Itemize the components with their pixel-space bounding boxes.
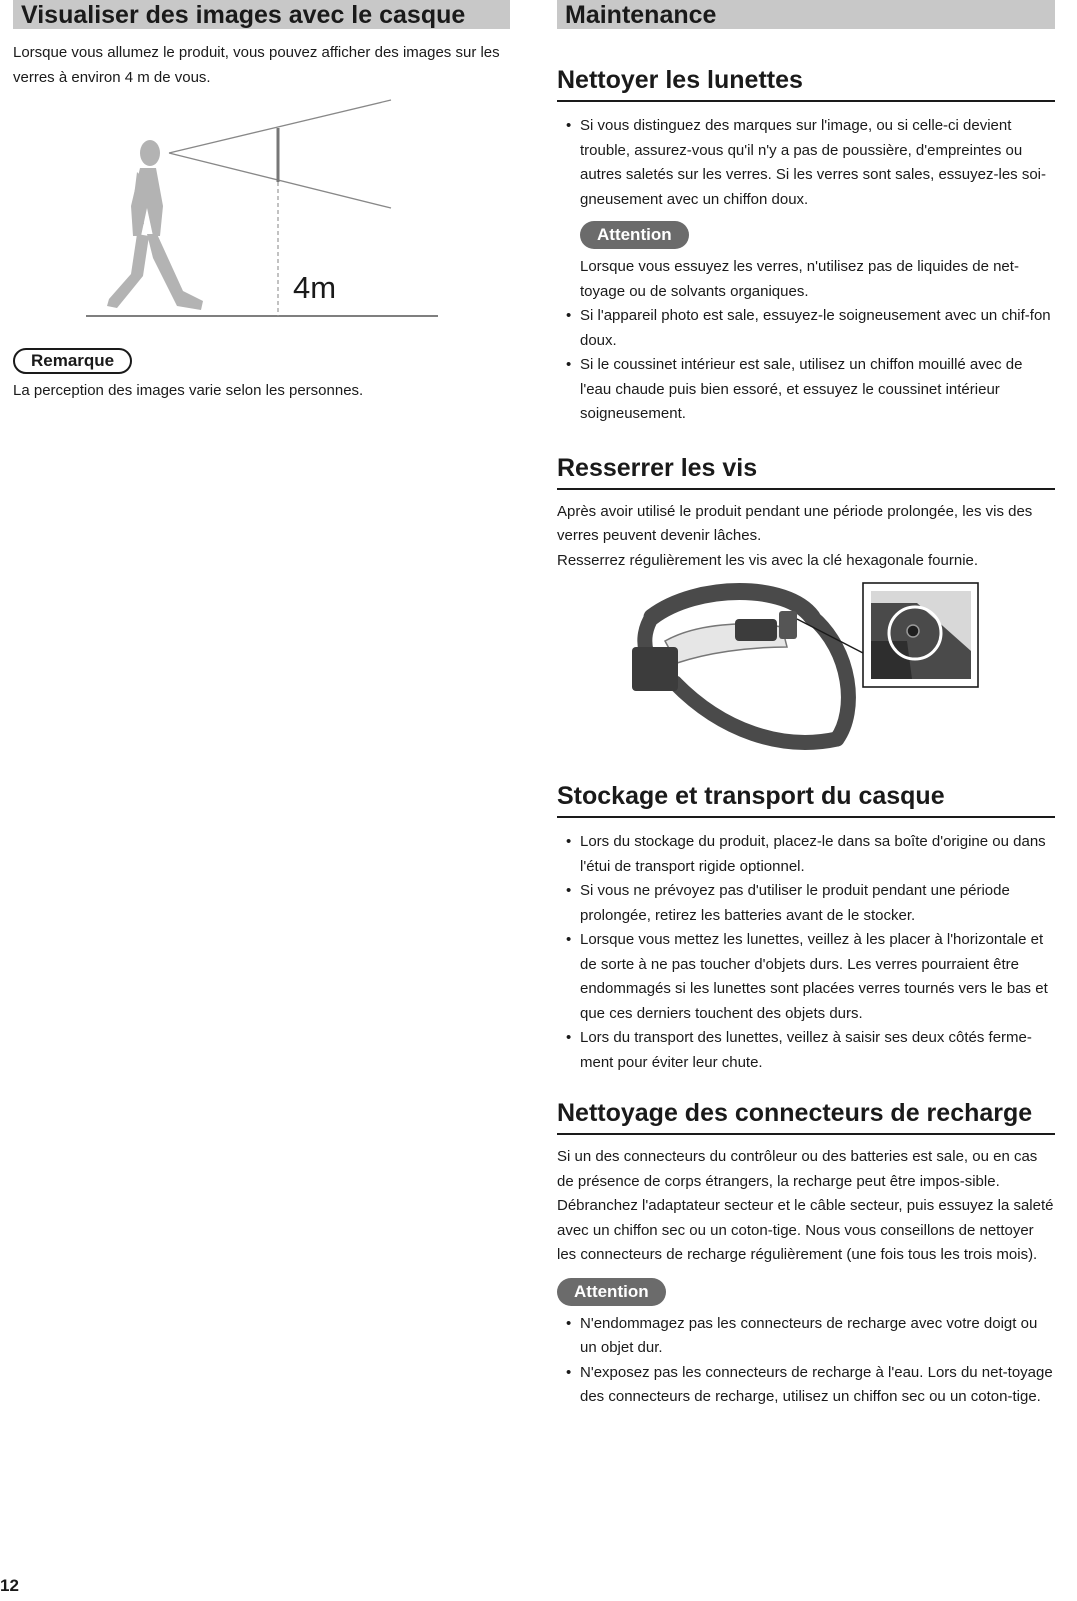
intro-text: Lorsque vous allumez le produit, vous pouvez afficher des images sur les verres à environ 4 m de vous.	[13, 44, 500, 86]
list-item: • Si le coussinet intérieur est sale, utilisez un chiffon mouillé avec de l'eau chaude puis bien essoré, et essuyez le coussinet intérieur soigneusement.	[557, 353, 1055, 427]
attention-badge: Attention	[580, 221, 689, 249]
list-item: • Lorsque vous mettez les lunettes, veillez à les placer à l'horizontale et de sorte à ne pas toucher d'objets durs. Les verres pourraient être endommagés si les lunettes sont placées verres tournés vers le bas et que ces derniers touchent des objets durs.	[557, 928, 1055, 1026]
note-badge: Remarque	[13, 348, 132, 374]
list-item: • Lors du stockage du produit, placez-le dans sa boîte d'origine ou dans l'étui de transport rigide optionnel.	[557, 830, 1055, 879]
heading-storage: Stockage et transport du casque	[557, 782, 1055, 818]
storage-list	[557, 830, 1055, 1075]
page-number: 12	[0, 1576, 19, 1595]
screws-text-1: Après avoir utilisé le produit pendant une période prolongée, les vis des verres peuvent devenir lâches.	[557, 502, 1033, 544]
walking-person-illustration	[13, 96, 510, 336]
list-item: • N'endommagez pas les connecteurs de recharge avec votre doigt ou un objet dur.	[557, 1312, 1055, 1361]
viewing-distance-figure	[13, 96, 510, 336]
connectors-text: Si un des connecteurs du contrôleur ou des batteries est sale, ou en cas de présence de corps étrangers, la recharge peut être impos-sible. Débranchez l'adaptateur secteur et le câble secteur, puis essuyez la saleté avec un chiffon sec ou un coton-tige. Nous vous conseillons de nettoyer les connecteurs de recharge régulièrement (une fois tous les trois mois).	[557, 1148, 1054, 1263]
list-item: • Si l'appareil photo est sale, essuyez-le soigneusement avec un chif-fon doux.	[557, 304, 1055, 353]
heading-cleaning: Nettoyer les lunettes	[557, 66, 1055, 102]
section-title-visualiser: Visualiser des images avec le casque	[13, 0, 510, 29]
screws-text-2: Resserrez régulièrement les vis avec la clé hexagonale fournie.	[557, 551, 979, 569]
right-column	[557, 0, 1055, 1410]
left-column	[13, 0, 510, 404]
heading-screws: Resserrer les vis	[557, 454, 1055, 490]
connectors-list	[557, 1312, 1055, 1410]
list-item: • Lors du transport des lunettes, veillez à saisir ses deux côtés ferme-ment pour éviter leur chute.	[557, 1026, 1055, 1075]
heading-connectors: Nettoyage des connecteurs de recharge	[557, 1099, 1055, 1135]
distance-label: 4m	[293, 270, 337, 305]
list-item: • Si vous distinguez des marques sur l'image, ou si celle-ci devient trouble, assurez-vous qu'il n'y a pas de poussière, d'empreintes ou autres saletés sur les verres. Si les verres sont sales, essuyez-les soi-gneusement avec un chiffon doux.	[557, 114, 1055, 212]
note-text: La perception des images varie selon les personnes.	[13, 382, 364, 399]
headset-screw-illustration	[557, 581, 1055, 766]
section-title-maintenance: Maintenance	[557, 0, 1055, 29]
attention-text: Lorsque vous essuyez les verres, n'utilisez pas de liquides de net-toyage ou de solvants organiques.	[580, 258, 1019, 300]
cleaning-list-2	[557, 304, 1055, 427]
list-item: • Si vous ne prévoyez pas d'utiliser le produit pendant une période prolongée, retirez les batteries avant de le stocker.	[557, 879, 1055, 928]
attention-badge-connectors: Attention	[557, 1278, 666, 1306]
cleaning-list	[557, 114, 1055, 212]
list-item: • N'exposez pas les connecteurs de recharge à l'eau. Lors du net-toyage des connecteurs de recharge, utilisez un chiffon sec ou un coton-tige.	[557, 1361, 1055, 1410]
